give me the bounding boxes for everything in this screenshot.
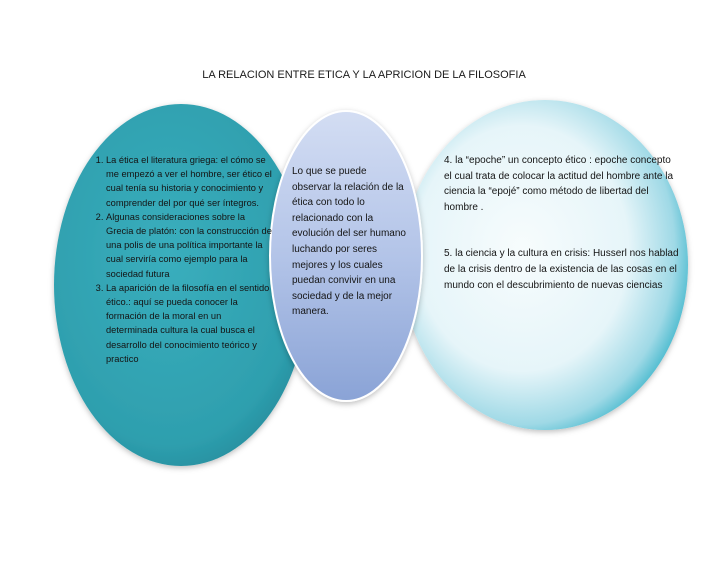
list-item: 2. Algunas consideraciones sobre la Grecia de platón: con la construcción de una polis de una política importante la cual serviría como ejemplo para la sociedad futura [106,210,272,281]
right-circle-text [444,153,680,293]
right-paragraph-5: 5. la ciencia y la cultura en crisis: Husserl nos hablad de la crisis dentro de la existencia de las cosas en el mundo con el descubrimiento de nuevas ciencias [444,248,679,291]
list-item: 1. La ética el literatura griega: el cómo se me empezó a ver el hombre, ser ético el cual tenía su historia y conocimiento y comprender del por qué ser íntegros. [106,153,272,210]
middle-circle-text: Lo que se puede observar la relación de la ética con todo lo relacionado con la evolución del ser humano luchando por seres mejores y los cuales puedan convivir en una sociedad y de la mejor manera. [292,166,406,318]
page-title: LA RELACION ENTRE ETICA Y LA APRICION DE LA FILOSOFIA [202,69,526,81]
right-paragraph-4: 4. la “epoche” un concepto ético : epoche concepto el cual trata de colocar la actitud del hombre ante la ciencia la “epojé” como método de libertad del hombre . [444,155,674,213]
left-circle-list [86,153,272,366]
list-item: 3. La aparición de la filosofía en el sentido ético.: aquí se pueda conocer la formación de la moral en un determinada cultura la cual busca el desarrollo del conocimiento teórico y practico [106,281,272,366]
